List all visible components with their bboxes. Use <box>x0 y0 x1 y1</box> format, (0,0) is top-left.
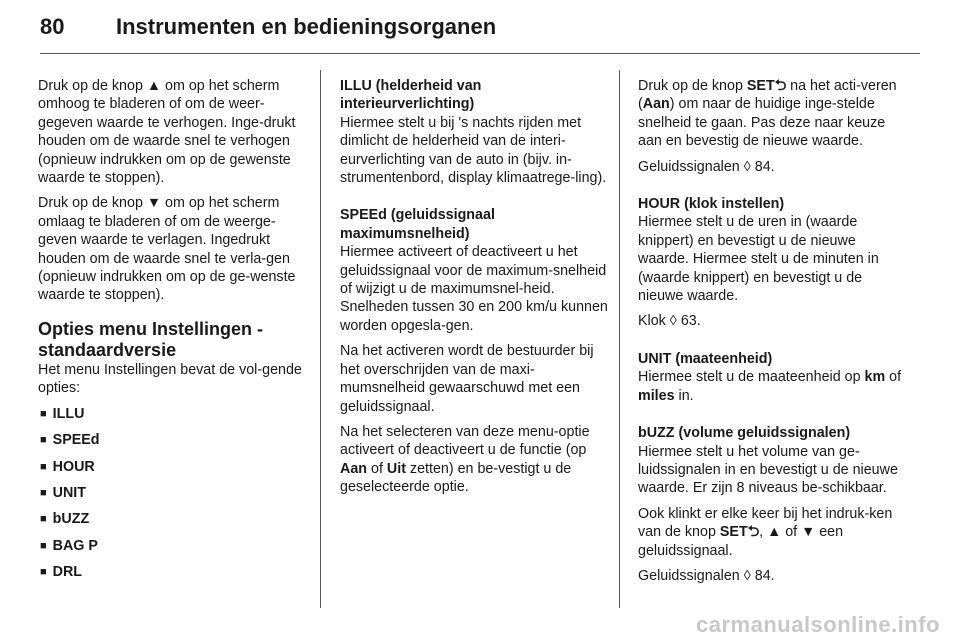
page-title: Instrumenten en bedieningsorganen <box>116 14 497 39</box>
column-divider <box>320 70 321 608</box>
page-header <box>40 14 920 40</box>
speed-heading: SPEEd (geluidssignaal maximumsnelheid) <box>340 207 495 242</box>
hour-heading: HOUR (klok instellen) <box>638 196 785 213</box>
bullet-icon: ■ <box>40 460 47 473</box>
illu-heading: ILLU (helderheid van interieurverlichting) <box>340 78 482 113</box>
set-return-icon: ⮌ <box>747 524 760 541</box>
list-item: ■ SPEEd <box>40 432 100 449</box>
set-return-icon: ⮌ <box>774 78 787 94</box>
list-item: ■ BAG P <box>40 537 98 554</box>
bullet-icon: ■ <box>40 434 47 447</box>
bullet-icon: ■ <box>40 486 47 499</box>
header-rule <box>40 53 920 54</box>
reference-link: Geluidssignalen ◊ 84. <box>638 567 775 584</box>
hour-text: Hiermee stelt u de uren in (waarde knippert) en bevestigt u de nieuwe waarde. Hiermee stelt u de minuten in (waarde knippert) en bevestigt u de nieuwe waarde. <box>638 214 879 305</box>
buzz-heading: bUZZ (volume geluidssignalen) <box>638 425 851 442</box>
paragraph-up-button: Druk op de knop ▲ om op het scherm omhoog te bladeren of om de weer-gegeven waarde te verhogen. Inge-drukt houden om de waarde snel te verhogen (opnieuw indrukken om op de gewenste waarde te stoppen). <box>38 78 296 187</box>
column-divider <box>619 70 620 608</box>
bullet-icon: ■ <box>40 566 47 579</box>
buzz-text: Hiermee stelt u het volume van ge-luidssignalen in en bevestigt u de nieuwe waarde. Er zijn 8 niveaus be-schikbaar. <box>638 443 898 497</box>
buzz-text-2: Ook klinkt er elke keer bij het indruk-ken van de knop SET⮌, ▲ of ▼ een geluidssignaal. <box>638 505 893 559</box>
reference-link: Klok ◊ 63. <box>638 313 701 330</box>
bullet-icon: ■ <box>40 513 47 526</box>
bullet-icon: ■ <box>40 407 47 420</box>
list-item: ■ UNIT <box>40 484 87 501</box>
list-item: ■ bUZZ <box>40 511 90 528</box>
column-3 <box>638 77 908 592</box>
options-list <box>38 405 308 582</box>
list-item: ■ HOUR <box>40 458 95 475</box>
page-number: 80 <box>40 14 65 39</box>
unit-heading: UNIT (maateenheid) <box>638 350 773 367</box>
unit-text: Hiermee stelt u de maateenheid op km of miles in. <box>638 369 902 404</box>
watermark: carmanualsonline.info <box>696 612 940 637</box>
paragraph-down-button: Druk op de knop ▼ om op het scherm omlaag te bladeren of om de weerge-geven waarde te verlagen. Ingedrukt houden om de waarde snel te verla-gen (opnieuw indrukken om op de ge-wenste waarde te stoppen). <box>38 195 296 304</box>
illu-text: Hiermee stelt u bij 's nachts rijden met dimlicht de helderheid van de interi-eurverlichting van de auto in (bijv. in-strumentenbord, display klimaatrege-ling). <box>340 114 607 187</box>
bullet-icon: ■ <box>40 539 47 552</box>
speed-text-3: Na het selecteren van deze menu-optie activeert of deactiveert u de functie (op Aan of Uit zetten) en be-vestigt u de geselecteerde optie. <box>340 423 590 496</box>
column-1 <box>38 77 308 590</box>
column-2 <box>340 77 608 504</box>
section-heading: Opties menu Instellingen - standaardversie <box>38 318 264 360</box>
speed-text: Hiermee activeert of deactiveert u het geluidssignaal voor de maximum-snelheid of wijzigt u de maximumsnel-heid. Snelheden tussen 30 en 200 km/u kunnen worden opgesla-gen. <box>340 244 608 334</box>
list-item: ■ DRL <box>40 564 83 581</box>
set-text: Druk op de knop SET⮌ na het acti-veren (Aan) om naar de huidige inge-stelde snelheid te gaan. Pas deze naar keuze aan en bevestig de nieuwe waarde. <box>638 78 897 150</box>
list-item: ■ ILLU <box>40 405 85 422</box>
section-intro: Het menu Instellingen bevat de vol-gende opties: <box>38 361 302 397</box>
speed-text-2: Na het activeren wordt de bestuurder bij het overschrijden van de maxi-mumsnelheid gewaarschuwd met een geluidssignaal. <box>340 343 594 415</box>
reference-link: Geluidssignalen ◊ 84. <box>638 158 775 175</box>
